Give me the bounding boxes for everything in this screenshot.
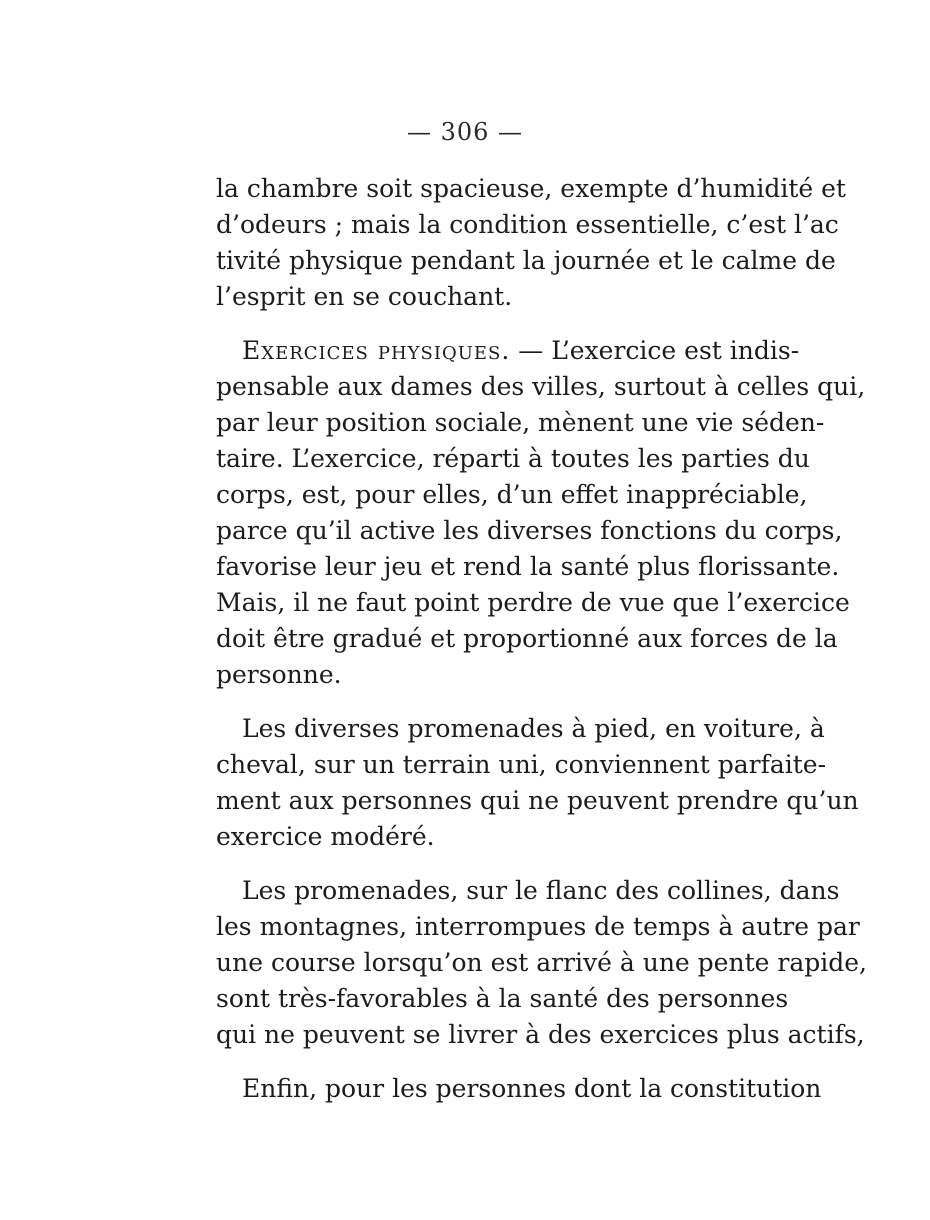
text-line xyxy=(216,586,850,620)
text-line xyxy=(216,442,810,476)
line-text: Enfin, pour les personnes dont la constitution xyxy=(242,1074,822,1103)
section-heading: Exercices physiques. xyxy=(242,336,511,365)
line-text: qui ne peuvent se livrer à des exercices plus actifs, xyxy=(216,1020,865,1049)
line-text: d’odeurs ; mais la condition essentielle, c’est l’ac xyxy=(216,210,839,239)
text-line xyxy=(216,946,867,980)
page-number: — 306 — xyxy=(406,118,524,146)
text-line xyxy=(216,748,827,782)
text-line xyxy=(216,208,839,242)
text-line xyxy=(216,910,860,944)
line-text: corps, est, pour elles, d’un effet inappréciable, xyxy=(216,480,808,509)
line-text: favorise leur jeu et rend la santé plus florissante. xyxy=(216,552,840,581)
line-text: sont très-favorables à la santé des personnes xyxy=(216,984,789,1013)
line-text: la chambre soit spacieuse, exempte d’humidité et xyxy=(216,174,846,203)
line-text: par leur position sociale, mènent une vie séden- xyxy=(216,408,825,437)
line-text: personne. xyxy=(216,660,342,689)
text-line xyxy=(216,478,808,512)
text-line xyxy=(216,1018,865,1052)
line-text: taire. L’exercice, réparti à toutes les parties du xyxy=(216,444,810,473)
text-line xyxy=(216,244,836,278)
text-line xyxy=(216,514,843,548)
text-line xyxy=(216,622,838,656)
text-line xyxy=(216,406,825,440)
text-line xyxy=(242,712,825,746)
line-text: les montagnes, interrompues de temps à autre par xyxy=(216,912,860,941)
line-text: Les promenades, sur le flanc des collines, dans xyxy=(242,876,840,905)
text-line xyxy=(216,982,789,1016)
line-text: — L’exercice est indis- xyxy=(518,336,800,365)
text-line xyxy=(216,172,846,206)
text-line xyxy=(216,658,708,692)
line-text: cheval, sur un terrain uni, conviennent parfaite- xyxy=(216,750,827,779)
text-line xyxy=(242,1072,822,1106)
line-text: Mais, il ne faut point perdre de vue que l’exercice xyxy=(216,588,850,617)
text-line xyxy=(242,334,800,368)
text-line xyxy=(216,280,708,314)
text-line xyxy=(216,784,859,818)
line-text: ment aux personnes qui ne peuvent prendre qu’un xyxy=(216,786,859,815)
text-line xyxy=(216,820,708,854)
line-text: l’esprit en se couchant. xyxy=(216,282,513,311)
line-text: Les diverses promenades à pied, en voiture, à xyxy=(242,714,825,743)
line-text: exercice modéré. xyxy=(216,822,435,851)
text-line xyxy=(216,370,866,404)
text-line xyxy=(242,874,840,908)
line-text: parce qu’il active les diverses fonctions du corps, xyxy=(216,516,843,545)
text-line xyxy=(216,550,840,584)
line-text: tivité physique pendant la journée et le calme de xyxy=(216,246,836,275)
line-text: une course lorsqu’on est arrivé à une pente rapide, xyxy=(216,948,867,977)
line-text: pensable aux dames des villes, surtout à celles qui, xyxy=(216,372,866,401)
line-text: doit être gradué et proportionné aux forces de la xyxy=(216,624,838,653)
